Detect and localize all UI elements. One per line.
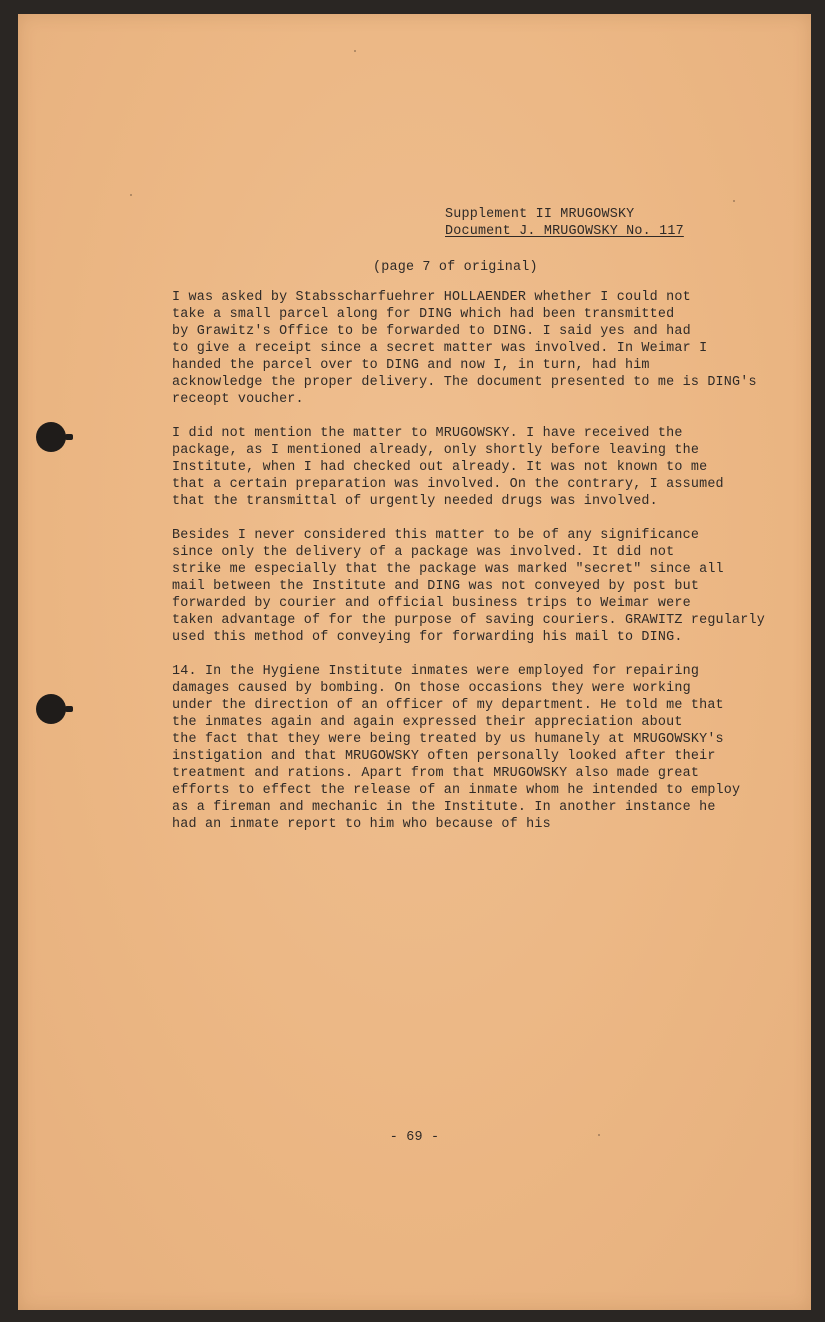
paragraph-4: 14. In the Hygiene Institute inmates were employed for repairing damages caused by bombing. On those occasions they were working under the direction of an officer of my department. He told me that the inmates again and again expressed their appreciation about the fact that they were being treated by us humanely at MRUGOWSKY's instigation and that MRUGOWSKY often personally looked after their treatment and rations. Apart from that MRUGOWSKY also made great efforts to effect the release of an inmate whom he intended to employ as a fireman and mechanic in the Institute. In another instance he had an inmate report to him who because of his [172, 664, 741, 832]
paragraph-2: I did not mention the matter to MRUGOWSKY. I have received the package, as I mentioned already, only shortly before leaving the Institute, when I had checked out already. It was not known to me that a certain preparation was involved. On the contrary, I assumed that the transmittal of urgently needed drugs was involved. [172, 426, 724, 509]
document-page [18, 14, 811, 1310]
punch-hole [36, 694, 66, 724]
document-header [445, 206, 735, 240]
punch-hole [36, 422, 66, 452]
paper-speck [733, 200, 735, 202]
supplement-line: Supplement II MRUGOWSKY [445, 207, 635, 222]
page-number: - 69 - [389, 1130, 440, 1145]
original-page-note: (page 7 of original) [373, 260, 538, 275]
document-number-line: Document J. MRUGOWSKY No. 117 [445, 224, 684, 239]
paper-speck [130, 194, 132, 196]
body-text [172, 289, 782, 850]
paragraph-1: I was asked by Stabsscharfuehrer HOLLAENDER whether I could not take a small parcel along for DING which had been transmitted by Grawitz's Office to be forwarded to DING. I said yes and had to give a receipt since a secret matter was involved. In Weimar I handed the parcel over to DING and now I, in turn, had him acknowledge the proper delivery. The document presented to me is DING's receopt voucher. [172, 290, 757, 407]
paragraph-3: Besides I never considered this matter to be of any significance since only the delivery of a package was involved. It did not strike me especially that the package was marked "secret" since all mail between the Institute and DING was not conveyed by post but forwarded by courier and official business trips to Weimar were taken advantage of for the purpose of saving couriers. GRAWITZ regularly used this method of conveying for forwarding his mail to DING. [172, 528, 765, 645]
paper-speck [354, 50, 356, 52]
